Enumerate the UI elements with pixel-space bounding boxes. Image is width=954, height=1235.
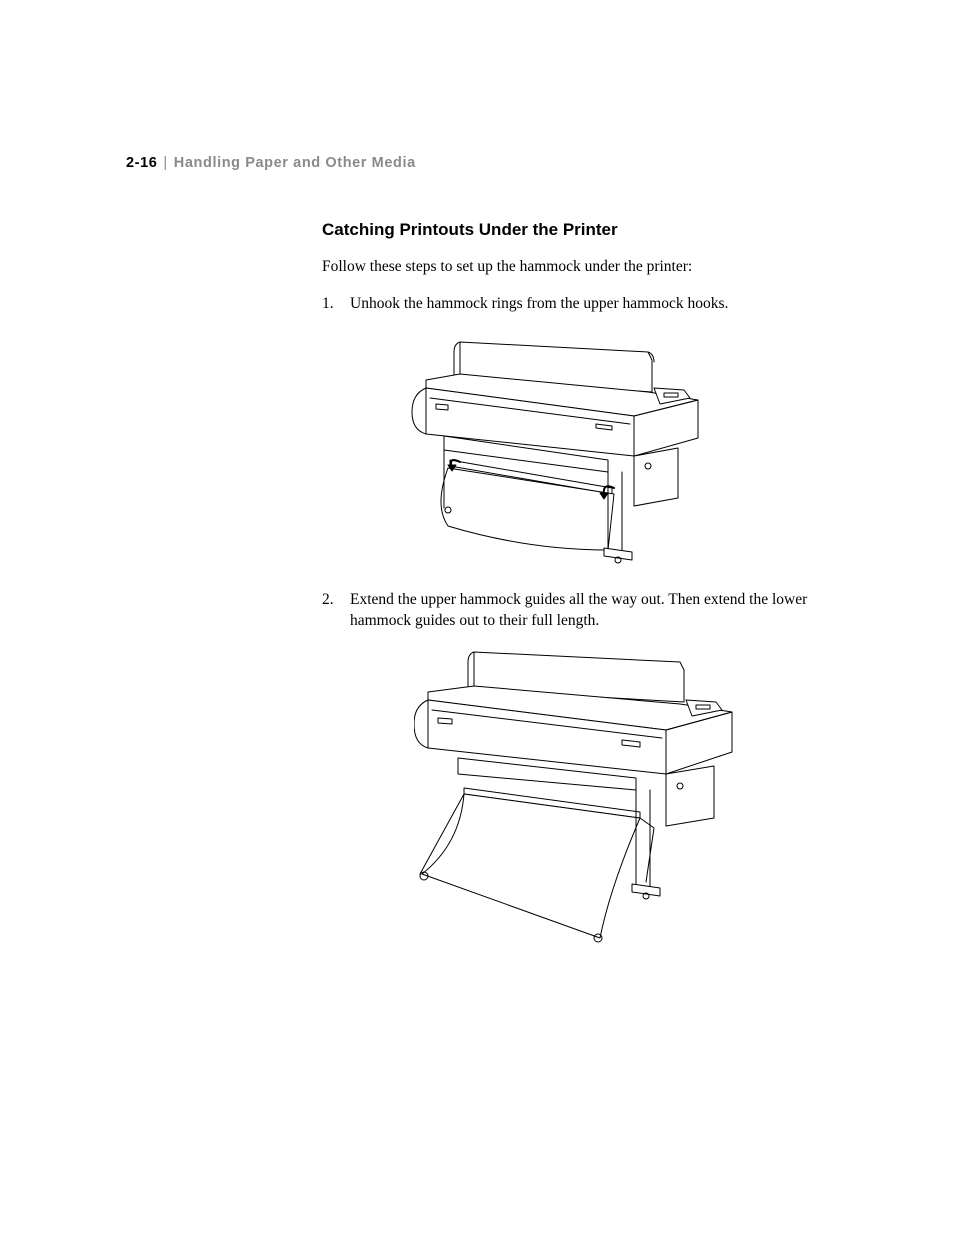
step-number: 1.: [322, 295, 334, 312]
chapter-title: Handling Paper and Other Media: [173, 155, 416, 171]
step-number: 2.: [322, 591, 334, 608]
section-title: Catching Printouts Under the Printer: [322, 220, 618, 239]
running-header: [126, 155, 416, 171]
header-separator: |: [163, 155, 168, 171]
intro-paragraph: Follow these steps to set up the hammock under the printer:: [322, 258, 693, 275]
printer-hammock-extended-illustration: [414, 648, 736, 948]
step-2: [322, 589, 822, 631]
step-text: Unhook the hammock rings from the upper hammock hooks.: [350, 295, 729, 312]
printer-hammock-unhook-illustration: [408, 338, 700, 568]
page-number: 2-16: [126, 155, 158, 171]
step-text: Extend the upper hammock guides all the way out. Then extend the lower hammock guides out to their full length.: [350, 591, 808, 629]
step-1: [322, 293, 822, 314]
